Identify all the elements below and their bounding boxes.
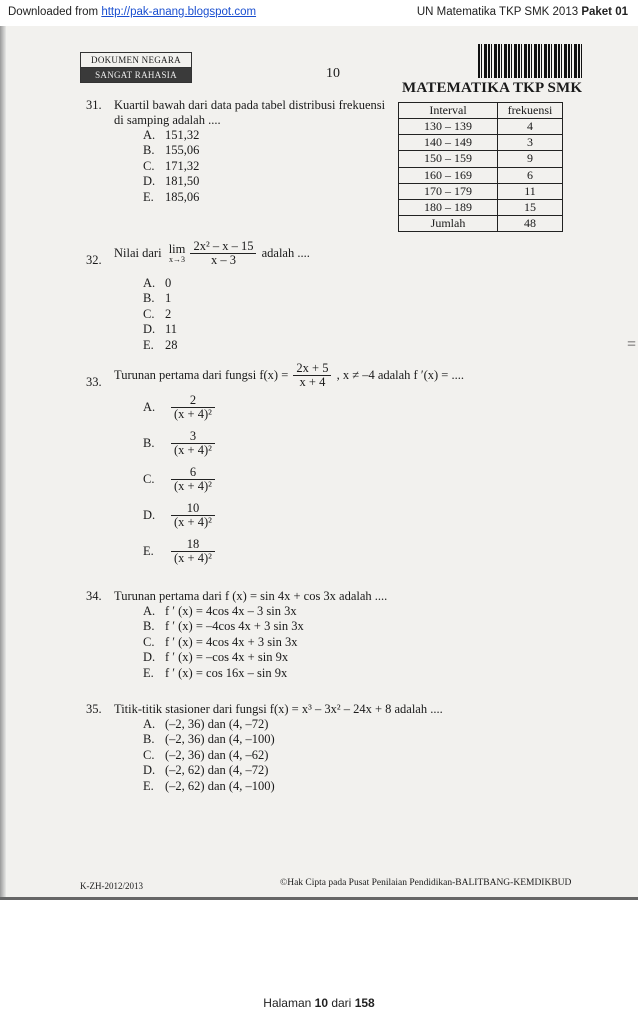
option-text: 151,32 <box>165 128 200 142</box>
q32-option-b <box>143 291 178 306</box>
page-indicator <box>0 996 638 1010</box>
scan-mark: = <box>626 336 636 353</box>
q34-option-d <box>143 650 304 665</box>
q32-lim-word: lim <box>168 242 186 256</box>
q32-limit <box>169 243 186 264</box>
option-label: D. <box>143 763 156 778</box>
option-label: D. <box>143 650 156 665</box>
option-label: B. <box>143 436 155 450</box>
option-text: 1 <box>165 291 172 306</box>
table-cell: 170 – 179 <box>399 183 498 199</box>
q33-text <box>114 362 464 389</box>
table-header-frequency: frekuensi <box>498 103 563 119</box>
pager-middle: dari <box>328 996 355 1010</box>
table-row <box>399 135 563 151</box>
stamp-line1: DOKUMEN NEGARA <box>81 53 191 68</box>
q35-option-d <box>143 763 275 778</box>
option-text: (–2, 36) dan (4, –62) <box>165 747 269 762</box>
option-label: A. <box>143 276 156 290</box>
q31-option-a <box>143 128 199 143</box>
scanned-page <box>0 26 638 900</box>
table-cell: 15 <box>498 199 563 215</box>
option-text: 185,06 <box>165 189 200 204</box>
option-label: E. <box>143 778 154 793</box>
q35-option-b <box>143 732 275 747</box>
q33-prefix: Turunan pertama dari fungsi f(x) = <box>114 368 289 382</box>
q31-option-c <box>143 159 199 174</box>
q34-text: Turunan pertama dari f (x) = sin 4x + cos 3x adalah .... <box>114 589 388 603</box>
download-header <box>8 6 256 18</box>
option-numerator: 18 <box>171 538 215 552</box>
table-cell: 140 – 149 <box>399 135 498 151</box>
option-text: (–2, 36) dan (4, –72) <box>165 717 269 731</box>
q31-text <box>114 98 385 128</box>
table-cell: 180 – 189 <box>399 199 498 215</box>
q34-option-e <box>143 666 304 681</box>
option-denominator: (x + 4)² <box>174 515 212 529</box>
q31-option-d <box>143 174 199 189</box>
q34-option-a <box>143 604 304 619</box>
option-text: 2 <box>165 306 172 321</box>
table-cell: 130 – 139 <box>399 119 498 135</box>
doc-title: UN Matematika TKP SMK 2013 <box>416 6 579 18</box>
page-number: 10 <box>326 66 340 81</box>
source-link[interactable]: http://pak-anang.blogspot.com <box>101 6 257 18</box>
q33-number: 33. <box>86 375 102 389</box>
footer-code: K-ZH-2012/2013 <box>80 881 143 891</box>
frequency-table <box>398 102 563 232</box>
q33-option-c <box>143 466 217 493</box>
option-text: f ′ (x) = –cos 4x + sin 9x <box>165 650 289 665</box>
table-total-row <box>399 216 563 232</box>
option-label: D. <box>143 508 156 522</box>
q32-option-a <box>143 276 178 291</box>
q33-fraction <box>293 362 331 389</box>
q34-option-c <box>143 635 304 650</box>
option-numerator: 2 <box>171 394 215 408</box>
option-text: (–2, 62) dan (4, –72) <box>165 763 269 778</box>
option-label: D. <box>143 174 156 189</box>
option-label: E. <box>143 665 154 680</box>
option-label: C. <box>143 306 155 321</box>
scan-bottom-line <box>0 897 638 900</box>
q35-options <box>143 717 275 794</box>
table-cell: 9 <box>498 151 563 167</box>
table-cell: 150 – 159 <box>399 151 498 167</box>
option-label: B. <box>143 143 155 158</box>
q32-lim-sub: x→3 <box>169 255 186 264</box>
q31-option-b <box>143 143 199 158</box>
q32-suffix: adalah .... <box>261 246 310 260</box>
q32-text <box>114 240 310 267</box>
table-row <box>399 183 563 199</box>
option-text: 155,06 <box>165 143 200 158</box>
table-row <box>399 167 563 183</box>
option-denominator: (x + 4)² <box>174 551 212 565</box>
option-text: f ′ (x) = cos 16x – sin 9x <box>165 665 288 680</box>
table-cell: 6 <box>498 167 563 183</box>
confidential-stamp <box>80 52 192 83</box>
q34-number: 34. <box>86 589 102 603</box>
q35-option-e <box>143 779 275 794</box>
q32-option-c <box>143 307 178 322</box>
q33-numerator: 2x + 5 <box>293 362 331 376</box>
option-text: 28 <box>165 337 178 352</box>
option-text: (–2, 62) dan (4, –100) <box>165 778 275 793</box>
table-cell: Jumlah <box>399 216 498 232</box>
option-label: A. <box>143 717 156 731</box>
q33-denominator: x + 4 <box>299 375 326 389</box>
table-cell: 3 <box>498 135 563 151</box>
option-label: A. <box>143 128 156 142</box>
option-text: 11 <box>165 322 178 337</box>
q32-option-d <box>143 322 178 337</box>
option-numerator: 6 <box>171 466 215 480</box>
option-text: f ′ (x) = 4cos 4x + 3 sin 3x <box>165 634 298 649</box>
q35-option-c <box>143 748 275 763</box>
option-label: C. <box>143 747 155 762</box>
download-prefix: Downloaded from <box>8 6 102 18</box>
option-text: f ′ (x) = –4cos 4x + 3 sin 3x <box>165 619 304 634</box>
option-label: A. <box>143 604 156 618</box>
option-text: 181,50 <box>165 174 200 189</box>
table-row <box>399 151 563 167</box>
q31-option-e <box>143 190 199 205</box>
q35-number: 35. <box>86 702 102 716</box>
q31-line2: di samping adalah .... <box>114 113 221 127</box>
q33-option-e <box>143 538 217 565</box>
q31-number: 31. <box>86 98 102 112</box>
table-cell: 160 – 169 <box>399 167 498 183</box>
pager-total: 158 <box>354 996 375 1010</box>
q32-fraction <box>190 240 256 267</box>
q31-options <box>143 128 199 205</box>
q33-option-d <box>143 502 217 529</box>
option-text: 171,32 <box>165 158 200 173</box>
q32-options <box>143 276 178 353</box>
table-header-row <box>399 103 563 119</box>
q32-denominator: x – 3 <box>210 253 236 267</box>
option-label: B. <box>143 291 155 306</box>
option-label: B. <box>143 732 155 747</box>
q32-prefix: Nilai dari <box>114 246 162 260</box>
option-label: C. <box>143 634 155 649</box>
table-cell: 48 <box>498 216 563 232</box>
q35-option-a <box>143 717 275 732</box>
q33-option-b <box>143 430 217 457</box>
table-header-interval: Interval <box>399 103 498 119</box>
pager-prefix: Halaman <box>263 996 315 1010</box>
barcode-icon <box>478 44 582 78</box>
subject-title: MATEMATIKA TKP SMK <box>402 80 583 96</box>
q34-options <box>143 604 304 681</box>
option-numerator: 10 <box>171 502 215 516</box>
option-denominator: (x + 4)² <box>174 479 212 493</box>
table-cell: 11 <box>498 183 563 199</box>
option-label: A. <box>143 400 156 414</box>
paket-label: Paket 01 <box>581 6 628 18</box>
table-row <box>399 199 563 215</box>
option-label: E. <box>143 544 154 558</box>
q33-option-a <box>143 394 217 421</box>
option-label: B. <box>143 619 155 634</box>
footer-copyright: ©Hak Cipta pada Pusat Penilaian Pendidikan-BALITBANG-KEMDIKBUD <box>280 878 572 888</box>
pager-current: 10 <box>314 996 328 1010</box>
option-label: D. <box>143 322 156 337</box>
q32-option-e <box>143 338 178 353</box>
table-cell: 4 <box>498 119 563 135</box>
option-label: C. <box>143 472 155 486</box>
option-label: C. <box>143 158 155 173</box>
option-text: 0 <box>165 276 172 290</box>
option-numerator: 3 <box>171 430 215 444</box>
option-text: f ′ (x) = 4cos 4x – 3 sin 3x <box>165 604 297 618</box>
q32-numerator: 2x² – x – 15 <box>190 240 256 254</box>
q33-suffix: , x ≠ –4 adalah f ′(x) = .... <box>336 368 464 382</box>
option-label: E. <box>143 337 154 352</box>
q35-text: Titik-titik stasioner dari fungsi f(x) = x³ – 3x² – 24x + 8 adalah .... <box>114 702 443 716</box>
q34-option-b <box>143 619 304 634</box>
option-denominator: (x + 4)² <box>174 443 212 457</box>
q32-number: 32. <box>86 253 102 267</box>
option-denominator: (x + 4)² <box>174 407 212 421</box>
option-text: (–2, 36) dan (4, –100) <box>165 732 275 747</box>
scan-edge <box>0 26 6 900</box>
q31-line1: Kuartil bawah dari data pada tabel distribusi frekuensi <box>114 98 386 112</box>
doc-title-header <box>417 6 628 18</box>
option-label: E. <box>143 189 154 204</box>
table-row <box>399 119 563 135</box>
stamp-line2: SANGAT RAHASIA <box>81 68 191 82</box>
